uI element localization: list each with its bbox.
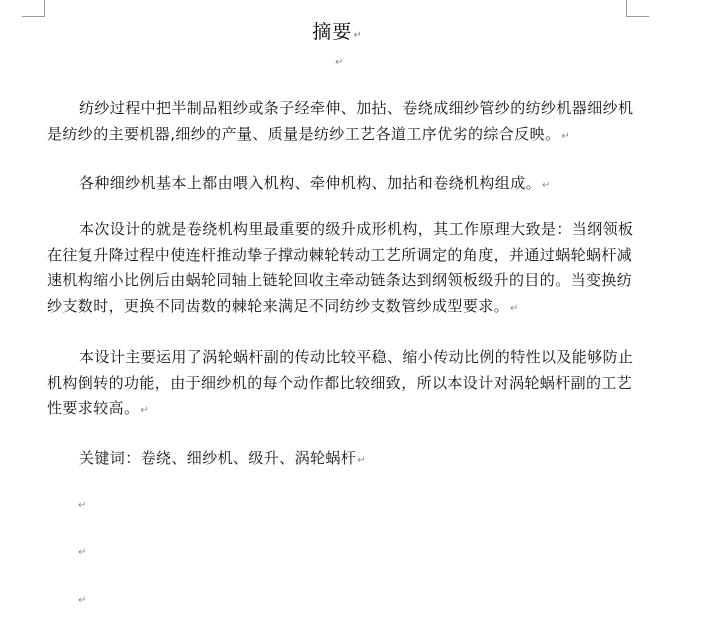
empty-paragraph: [78, 595, 86, 607]
top-right-crop-mark: [626, 0, 649, 17]
paragraph-mark-icon: ↵: [542, 180, 551, 191]
paragraph-mark-icon: ↵: [78, 595, 87, 606]
paragraph-mark-icon: ↵: [140, 405, 150, 416]
keywords-text: 关键词：卷绕、细纱机、级升、涡轮蜗杆: [79, 449, 357, 467]
abstract-paragraph-2: [47, 171, 634, 199]
paragraph-text: 各种细纱机基本上都由喂入机构、牵伸机构、加拈和卷绕机构组成。: [79, 174, 542, 192]
empty-paragraph: [335, 57, 343, 69]
abstract-paragraph-1: [47, 96, 634, 149]
empty-paragraph: [78, 500, 86, 512]
paragraph-text: 本次设计的就是卷绕机构里最重要的级升成形机构，其工作原理大致是：当纲领板在往复升降过程中使连杆推动挚子撑动棘轮转动工艺所调定的角度，并通过蜗轮蜗杆减速机构缩小比例后由蜗轮同轴上链轮回收主牵动链条达到纲领板级升的目的。当变换纺纱支数时，更换不同齿数的棘轮来满足不同纺纱支数管纱成型要求。: [47, 220, 634, 315]
abstract-title: [0, 19, 675, 49]
title-text: 摘要: [312, 21, 353, 43]
paragraph-mark-icon: ↵: [78, 547, 87, 558]
abstract-paragraph-3: [47, 217, 634, 321]
paragraph-text: 纺纱过程中把半制品粗纱或条子经牵伸、加拈、卷绕成细纱管纱的纺纱机器细纱机是纺纱的主要机器,细纱的产量、质量是纺纱工艺各道工序优劣的综合反映。: [47, 99, 634, 143]
paragraph-mark-icon: ↵: [510, 302, 519, 314]
abstract-paragraph-4: [47, 345, 634, 424]
paragraph-mark-icon: ↵: [335, 57, 344, 68]
top-left-crop-mark: [22, 0, 45, 17]
paragraph-mark-icon: ↵: [78, 500, 87, 511]
keywords-line: [79, 446, 366, 474]
paragraph-mark-icon: ↵: [353, 30, 363, 41]
empty-paragraph: [78, 547, 86, 559]
paragraph-text: 本设计主要运用了涡轮蜗杆副的传动比较平稳、缩小传动比例的特性以及能够防止机构倒转的功能，由于细纱机的每个动作都比较细致，所以本设计对涡轮蜗杆副的工艺性要求较高。: [47, 348, 634, 417]
paragraph-mark-icon: ↵: [357, 455, 366, 466]
paragraph-mark-icon: ↵: [561, 130, 571, 142]
